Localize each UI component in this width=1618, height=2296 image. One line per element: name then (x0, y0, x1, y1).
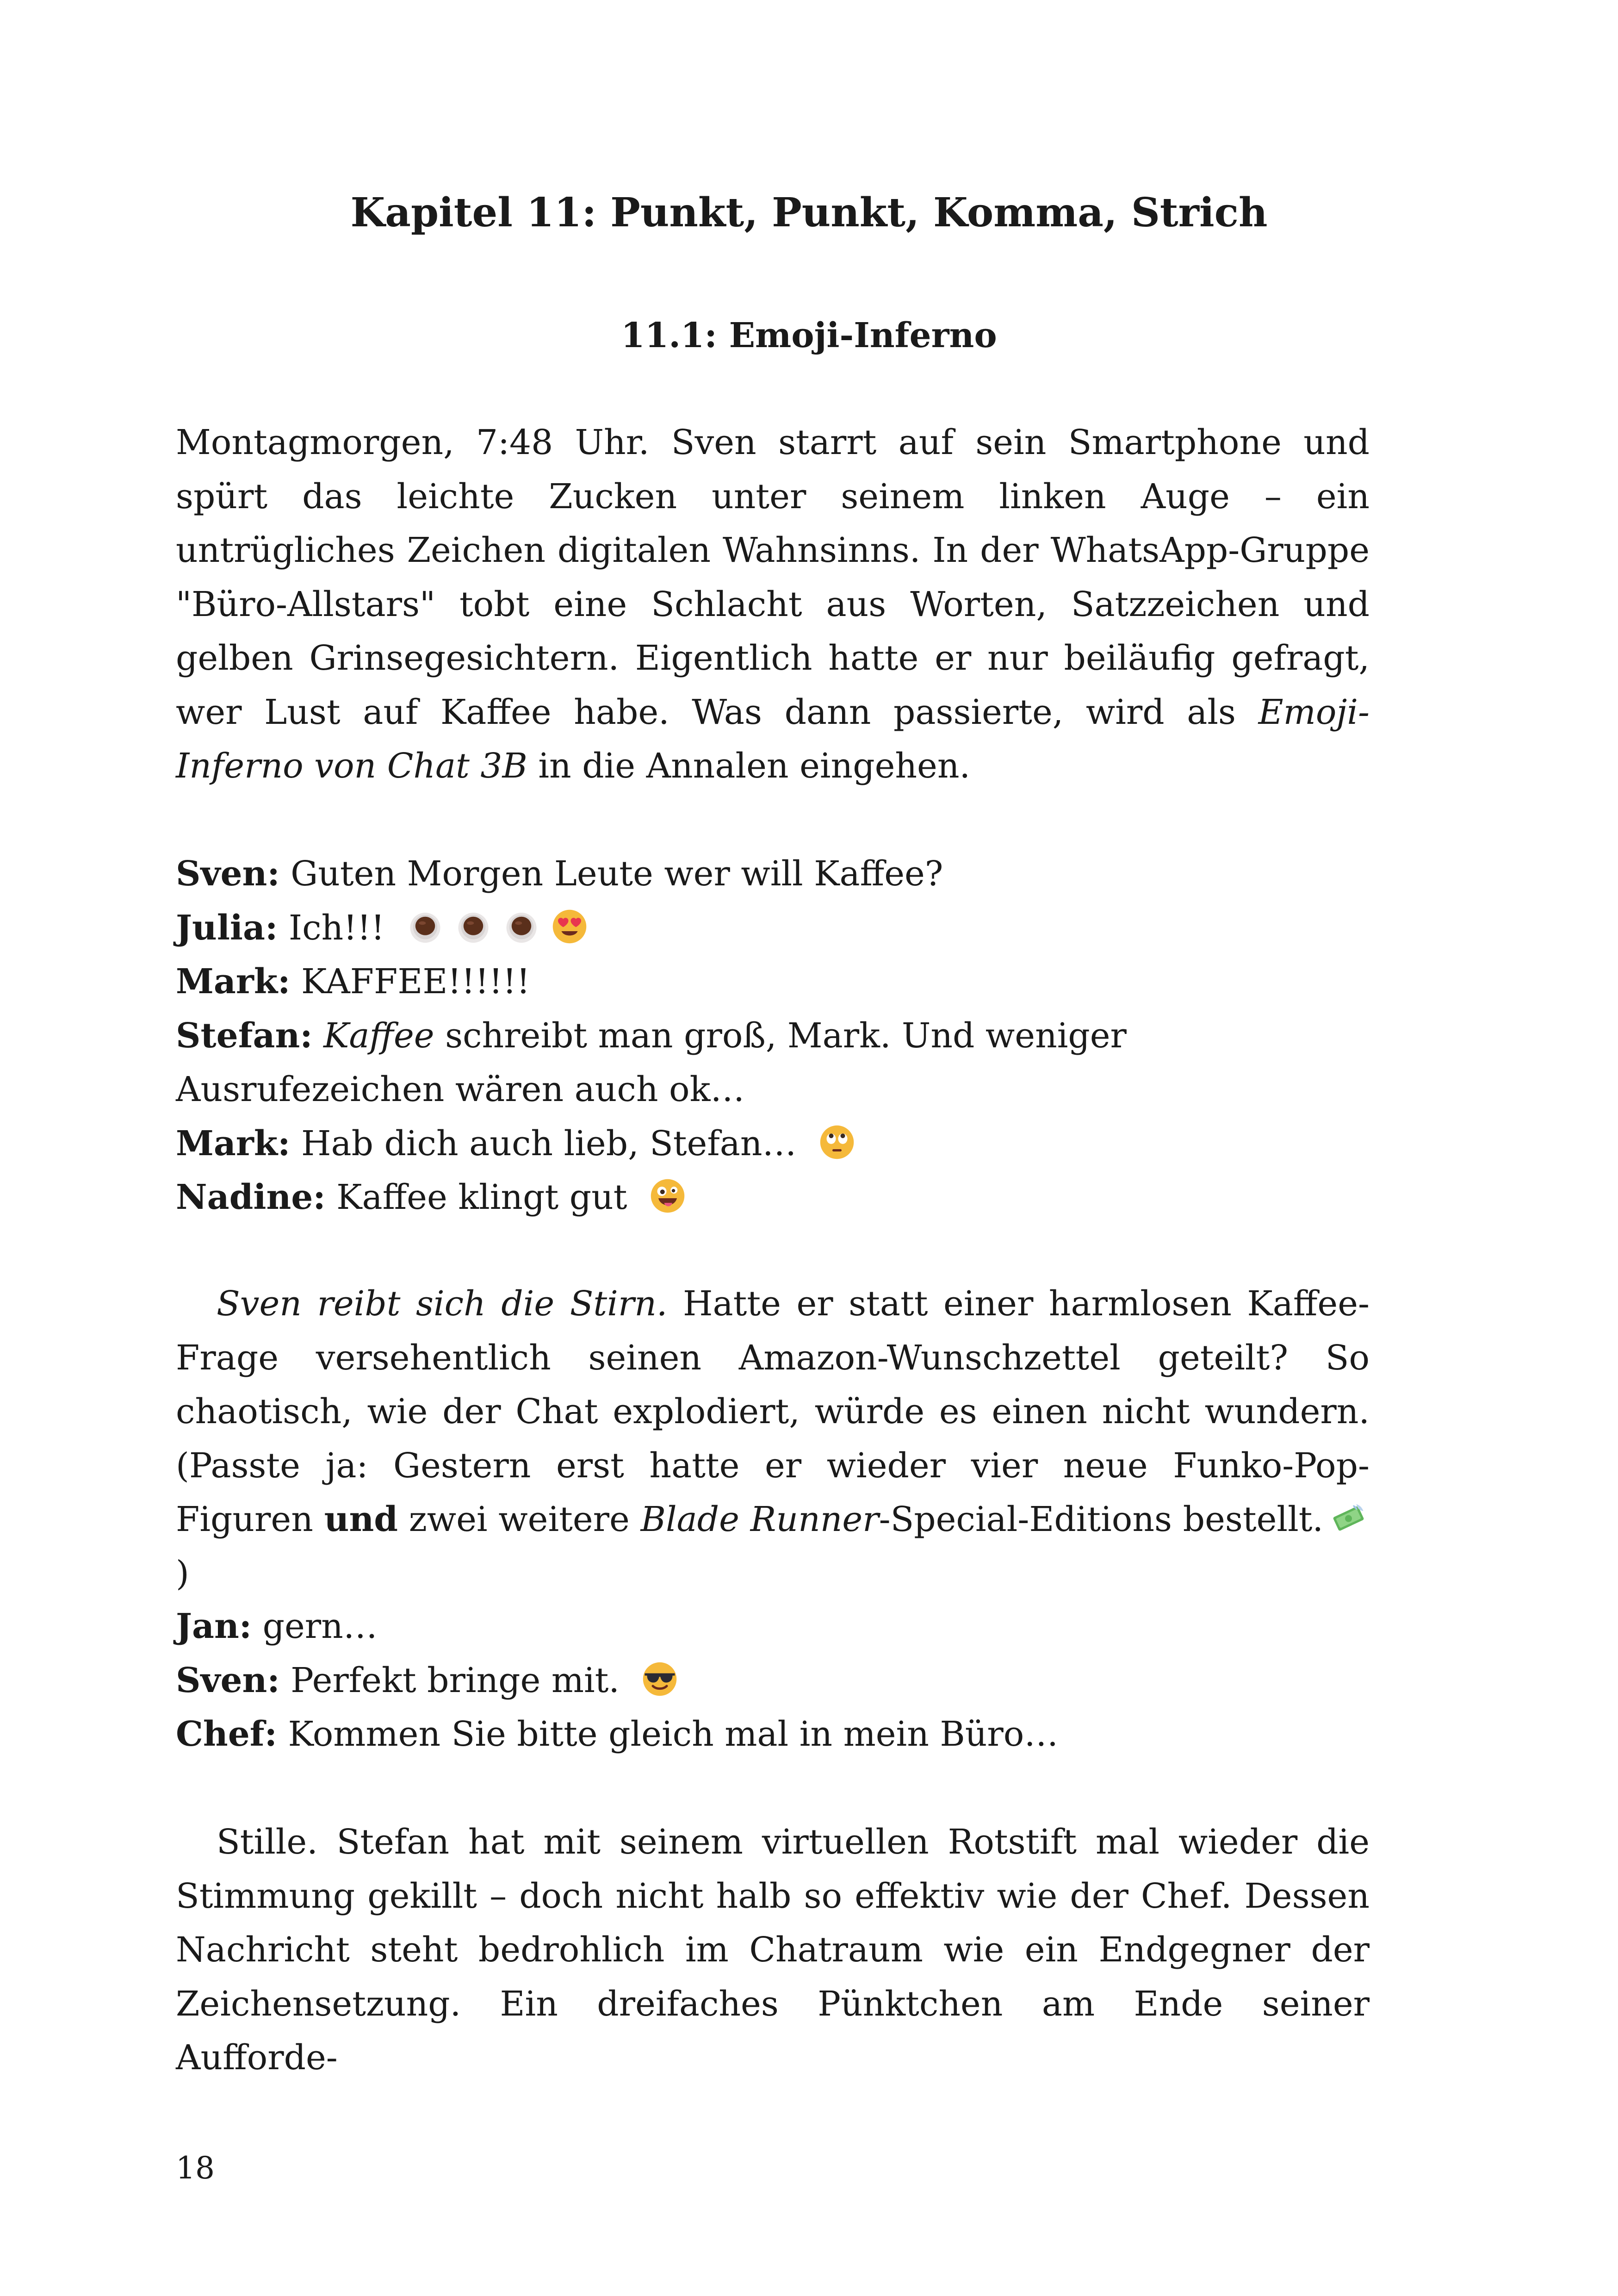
chat-text: gern… (252, 1606, 378, 1646)
chapter-title: Kapitel 11: Punkt, Punkt, Komma, Strich (350, 189, 1268, 236)
sunglasses-face-icon (641, 1661, 678, 1698)
chat-block-1 (176, 847, 1370, 1225)
chat-message (176, 1654, 1370, 1708)
emphasis: Blade Runner (640, 1500, 879, 1539)
emphasis: Sven reibt sich die Stirn. (217, 1284, 668, 1324)
heart-eyes-face-icon (551, 908, 588, 945)
closing-paragraph: Stille. Stefan hat mit seinem virtuellen Rotstift mal wieder die Stimmung gekillt – doch nicht halb so effektiv wie der Chef. Dessen Nachricht steht bedrohlich im Chatraum wie ein Endgegner der Zeichensetzung. Ein dreifaches Pünktchen am Ende seiner Aufforde- (176, 1822, 1370, 2078)
chat-text: Hab dich auch lieb, Stefan… (290, 1123, 797, 1164)
chat-speaker: Sven: (176, 854, 280, 894)
chat-speaker: Jan: (176, 1606, 252, 1646)
chat-message (176, 1707, 1370, 1761)
chat-speaker: Mark: (176, 962, 291, 1002)
middle-paragraph: Sven reibt sich die Stirn. Hatte er statt einer harmlosen Kaffee-Frage versehentlich seinen Amazon-Wunschzettel geteilt? So chaotisch, wie der Chat explodiert, würde es einen nicht wundern. (Passte ja: Gestern erst hatte er wieder vier neue Funko-Pop-Figuren und zwei weitere Blade Runner-Special-Editions bestellt. ) (176, 1284, 1370, 1593)
zany-face-icon (649, 1177, 686, 1214)
chat-text: Ich!!! (278, 908, 385, 948)
money-with-wings-icon (1330, 1500, 1367, 1537)
strong-text: und (324, 1500, 398, 1539)
chat-text: Guten Morgen Leute wer will Kaffee? (279, 854, 943, 894)
chat-message (176, 1117, 1370, 1171)
intro-block (176, 416, 1370, 793)
coffee-cup-icon (455, 908, 492, 945)
closing-block (176, 1815, 1370, 2085)
emphasis: Emoji-Inferno von Chat 3B (176, 692, 1370, 786)
chat-speaker: Julia: (176, 908, 278, 948)
chat-message (176, 1009, 1370, 1117)
chat-speaker: Mark: (176, 1123, 291, 1164)
chat-message (176, 901, 1370, 955)
eye-roll-face-icon (818, 1124, 855, 1161)
chat-text: schreibt man groß, Mark. Und weniger Ausrufezeichen wären auch ok… (176, 1015, 1127, 1109)
chat-message (176, 847, 1370, 901)
coffee-cup-icon (407, 908, 444, 945)
chat-text: Kommen Sie bitte gleich mal in mein Büro… (277, 1714, 1059, 1754)
chat-speaker: Nadine: (176, 1177, 326, 1217)
middle-block (176, 1277, 1370, 1600)
section-title: 11.1: Emoji-Inferno (621, 316, 997, 355)
chat-block-2 (176, 1599, 1370, 1761)
chat-text: KAFFEE!!!!!! (290, 962, 530, 1002)
chat-message (176, 955, 1370, 1009)
coffee-cup-icon (503, 908, 540, 945)
page-number: 18 (176, 2150, 215, 2186)
intro-paragraph: Montagmorgen, 7:48 Uhr. Sven starrt auf sein Smartphone und spürt das leichte Zucken unter seinem linken Auge – ein untrügliches Zeichen digitalen Wahnsinns. In der WhatsApp-Gruppe "Büro-Allstars" tobt eine Schlacht aus Worten, Satzzeichen und gelben Grinsegesichtern. Eigentlich hatte er nur beiläufig gefragt, wer Lust auf Kaffee habe. Was dann passierte, wird als Emoji-Inferno von Chat 3B in die Annalen eingehen. (176, 423, 1370, 786)
chat-text: Perfekt bringe mit. (279, 1660, 620, 1700)
chat-speaker: Chef: (176, 1714, 277, 1754)
chat-message (176, 1170, 1370, 1225)
chat-speaker: Stefan: (176, 1015, 313, 1056)
chat-text: Kaffee klingt gut (325, 1177, 627, 1217)
chat-speaker: Sven: (176, 1660, 280, 1700)
chat-message (176, 1599, 1370, 1654)
emphasis: Kaffee (323, 1015, 434, 1056)
